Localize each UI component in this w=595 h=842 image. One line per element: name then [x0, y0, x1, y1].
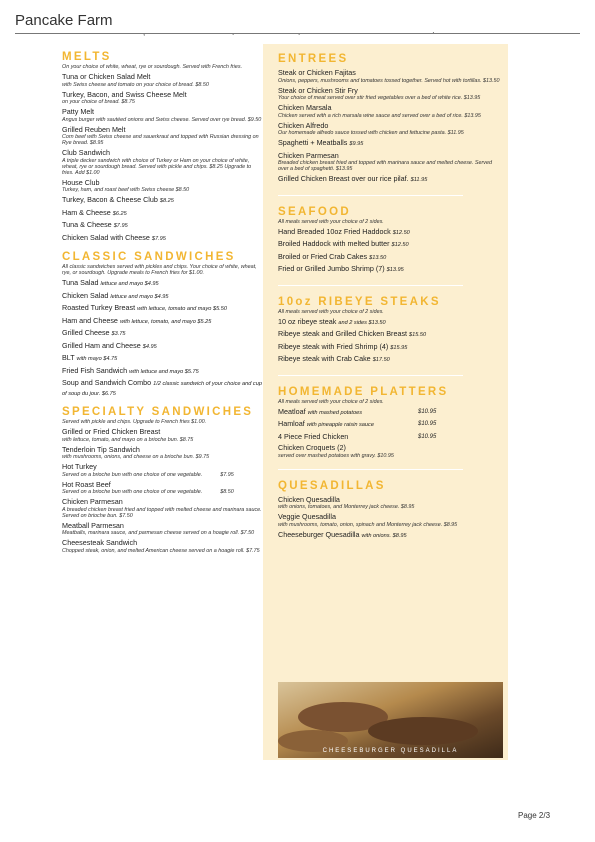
item-inline-detail: $6.25 — [112, 210, 127, 217]
item-name: Steak or Chicken Fajitas — [278, 68, 356, 77]
menu-item — [62, 379, 262, 398]
item-inline-detail: $8.25 — [159, 198, 174, 204]
item-description — [62, 530, 262, 536]
item-desc-text: Breaded chicken breast fried and topped with marinara sauce and melted cheese. Served over a bed of spaghetti. $13.95 — [278, 160, 492, 172]
menu-item-name — [62, 279, 262, 289]
menu-item-name — [278, 265, 503, 275]
section-divider — [278, 285, 463, 286]
item-name: Chicken Parmesan — [62, 497, 123, 506]
menu-item-name — [278, 87, 503, 96]
item-desc-text: Served on a brioche bun with one choice of one vegetable. — [62, 471, 203, 478]
item-inline-detail: with pineapple raisin sauce — [306, 422, 374, 428]
menu-item — [278, 152, 503, 173]
section-heading: QUESADILLAS — [278, 479, 386, 492]
menu-item-name — [62, 196, 262, 206]
photo-caption: CHEESEBURGER QUESADILLA — [322, 748, 459, 754]
menu-item — [62, 329, 262, 339]
menu-item-name — [278, 152, 503, 161]
item-name: Chicken Croquets (2) — [278, 443, 346, 452]
menu-item — [62, 539, 262, 554]
menu-item — [62, 446, 262, 461]
item-inline-detail: lettuce and mayo $4.95 — [100, 281, 159, 287]
item-description — [62, 82, 262, 88]
item-name: Turkey, Bacon & Cheese Club — [62, 195, 158, 204]
item-name: Cheeseburger Quesadilla — [278, 529, 360, 539]
item-desc-text: Chopped steak, onion, and melted American cheese served on a hoagie roll. $7.75 — [62, 547, 260, 554]
menu-item-name — [62, 234, 262, 244]
item-name: Fried Fish Sandwich — [62, 365, 128, 375]
item-inline-detail: $12.50 — [391, 242, 409, 248]
item-desc-text: on your choice of bread. $8.75 — [62, 99, 135, 105]
section-heading: 10oz RIBEYE STEAKS — [278, 295, 441, 308]
item-name: Ham & Cheese — [62, 207, 111, 217]
item-description — [278, 113, 503, 119]
item-description — [62, 472, 262, 478]
section-divider — [278, 469, 463, 470]
menu-item-name — [62, 329, 262, 339]
item-inline-detail: $15.50 — [409, 332, 427, 338]
menu-item-name — [278, 175, 503, 185]
item-inline-detail: $15.95 — [390, 344, 408, 351]
item-desc-text: Meatballs, marinara sauce, and parmesan cheese served on a hoagie roll. $7.50 — [62, 530, 255, 536]
item-name: Chicken Alfredo — [278, 120, 329, 130]
menu-item-name — [62, 522, 262, 531]
item-desc-text: Onions, peppers, mushrooms and tomatoes tossed together. Served hot with tortillas. $13.50 — [278, 77, 500, 84]
menu-item-name — [278, 531, 503, 541]
item-description — [278, 160, 503, 172]
menu-item — [62, 463, 262, 478]
item-desc-text: Turkey, ham, and roast beef with Swiss cheese $8.50 — [62, 187, 190, 193]
menu-item-name — [62, 379, 262, 398]
item-desc-text: served over mashed potatoes with gravy. $10.95 — [278, 452, 394, 459]
item-desc-text: Chicken served with a rich marsala wine sauce and served over a bed of rice. $13.95 — [278, 112, 481, 119]
item-desc-text: Your choice of meat served over stir fried vegetables over a bed of white rice. $13.95 — [278, 95, 481, 101]
item-name: Patty Melt — [62, 107, 94, 116]
menu-item-name — [62, 73, 262, 82]
item-description — [62, 437, 262, 443]
menu-item-name — [278, 420, 503, 430]
item-description — [62, 187, 262, 193]
item-name: Broiled or Fried Crab Cakes — [278, 251, 368, 261]
menu-item-name — [62, 446, 262, 455]
item-name: Hot Turkey — [62, 462, 97, 471]
menu-item — [62, 317, 262, 327]
menu-item — [278, 87, 503, 102]
menu-item-name — [62, 221, 262, 231]
item-desc-text: Corn beef with Swiss cheese and sauerkraut and topped with Russian dressing on Rye bread. $8.95 — [62, 134, 259, 146]
menu-item-name — [278, 330, 503, 340]
menu-item-name — [62, 292, 262, 302]
menu-item-name — [278, 513, 503, 522]
menu-item — [62, 73, 262, 88]
item-description — [62, 507, 262, 519]
item-inline-detail: with lettuce, tomato and mayo $5.50 — [137, 306, 227, 312]
menu-item-name — [62, 91, 262, 100]
menu-item — [62, 292, 262, 302]
item-desc-text: with lettuce, tomato, and mayo on a brioche bun. $8.75 — [62, 436, 194, 443]
section-heading: SPECIALTY SANDWICHES — [62, 406, 254, 418]
menu-item-name — [62, 317, 262, 327]
item-description — [278, 522, 503, 528]
item-name: Ribeye steak with Fried Shrimp (4) — [278, 341, 389, 351]
item-inline-detail: $4.95 — [142, 343, 157, 350]
item-name: 10 oz ribeye steak — [278, 316, 337, 326]
item-inline-detail: and 2 sides $13.50 — [338, 319, 386, 326]
menu-item-name — [62, 304, 262, 314]
item-description — [278, 95, 503, 101]
section-subtitle: On your choice of white, wheat, rye or sourdough. Served with French fries. — [62, 64, 243, 70]
item-inline-detail: lettuce and mayo $4.95 — [110, 293, 169, 300]
item-inline-detail: $7.95 — [113, 223, 128, 229]
page-header — [0, 0, 595, 40]
quesadilla-photo — [278, 682, 503, 758]
menu-item — [62, 209, 262, 219]
menu-item-name — [62, 108, 262, 117]
section-heading: SEAFOOD — [278, 205, 351, 218]
item-description — [62, 158, 262, 176]
menu-item — [62, 221, 262, 231]
menu-item — [278, 228, 503, 238]
menu-item — [62, 304, 262, 314]
item-inline-detail: with onions. $8.95 — [361, 532, 407, 539]
menu-item — [278, 433, 503, 442]
item-name: House Club — [62, 177, 100, 187]
menu-item-name — [62, 498, 262, 507]
menu-item — [278, 513, 503, 528]
item-inline-detail: $11.95 — [410, 177, 428, 183]
menu-item-name — [62, 209, 262, 219]
item-name: Roasted Turkey Breast — [62, 303, 136, 312]
item-name: Spaghetti + Meatballs — [278, 138, 348, 147]
menu-item-name — [278, 69, 503, 78]
menu-item — [278, 122, 503, 137]
menu-item-name — [278, 139, 503, 149]
menu-item-name — [62, 428, 262, 437]
menu-item — [62, 354, 262, 364]
menu-item — [278, 175, 503, 185]
item-name: Veggie Quesadilla — [278, 512, 336, 521]
item-inline-detail: $17.50 — [372, 357, 390, 363]
menu-item-name — [62, 481, 262, 490]
item-name: Tuna Salad — [62, 278, 99, 287]
menu-item — [62, 279, 262, 289]
item-name: Chicken Parmesan — [278, 150, 339, 160]
menu-item-name — [62, 463, 262, 472]
menu-item — [278, 139, 503, 149]
item-name: Chicken Marsala — [278, 103, 332, 112]
item-name: Grilled Ham and Cheese — [62, 340, 141, 350]
item-name: Meatball Parmesan — [62, 520, 124, 530]
item-name: Turkey, Bacon, and Swiss Cheese Melt — [62, 89, 187, 99]
page-title: Pancake Farm — [15, 12, 113, 29]
menu-item — [62, 91, 262, 106]
item-inline-detail: $13.95 — [386, 267, 404, 273]
item-name: Tuna or Chicken Salad Melt — [62, 72, 151, 81]
menu-item — [278, 69, 503, 84]
item-description — [62, 548, 262, 554]
item-name: Chicken Quesadilla — [278, 494, 340, 504]
item-description — [278, 78, 503, 84]
item-inline-detail: $3.75 — [111, 331, 126, 337]
item-name: Chicken Salad — [62, 290, 109, 300]
item-inline-detail: with mayo $4.75 — [76, 356, 118, 362]
section-heading: ENTREES — [278, 53, 349, 65]
menu-item-name — [278, 496, 503, 505]
menu-item-name — [278, 318, 503, 328]
menu-item — [62, 498, 262, 519]
item-name: Hamloaf — [278, 419, 305, 428]
item-name: BLT — [62, 353, 75, 362]
item-name: Chicken Salad with Cheese — [62, 232, 150, 242]
menu-item — [62, 342, 262, 352]
menu-item — [278, 531, 503, 541]
item-description — [62, 454, 262, 460]
menu-item-name — [278, 104, 503, 113]
item-name: Tuna & Cheese — [62, 220, 112, 229]
menu-item-name — [278, 355, 503, 365]
item-name: Grilled Reuben Melt — [62, 124, 126, 134]
item-inline-detail: with lettuce, tomato, and mayo $5.25 — [119, 318, 212, 325]
menu-item — [278, 343, 503, 353]
item-description — [62, 134, 262, 146]
item-inline-detail: $13.50 — [369, 254, 387, 261]
item-inline-detail: 1/2 classic sandwich of your choice and cup of soup du jour. $6.75 — [62, 381, 262, 397]
menu-item-name — [278, 240, 503, 250]
item-desc-text: Served on a brioche bun with one choice of one vegetable. — [62, 489, 203, 495]
left-menu-column — [62, 51, 262, 554]
menu-item-name — [62, 179, 262, 188]
item-name: Grilled Cheese — [62, 328, 110, 337]
item-description — [278, 453, 503, 459]
section-gap — [62, 398, 262, 406]
menu-item — [62, 234, 262, 244]
item-desc-text: with mushrooms, tomato, onion, spinach and Monterrey jack cheese. $8.95 — [278, 521, 458, 528]
menu-item — [278, 330, 503, 340]
item-name: Ribeye steak with Crab Cake — [278, 354, 371, 363]
item-name: Grilled or Fried Chicken Breast — [62, 427, 161, 436]
section-subtitle: All meals served with your choice of 2 sides. — [278, 308, 384, 315]
section-subtitle: Served with pickle and chips. Upgrade to French fries $1.00. — [62, 419, 207, 425]
right-menu-column — [278, 51, 503, 540]
item-inline-detail: $7.95 — [151, 235, 166, 242]
menu-item-name — [278, 253, 503, 263]
section-divider — [278, 195, 463, 196]
menu-item — [62, 428, 262, 443]
menu-item — [62, 108, 262, 123]
header-rule — [15, 33, 580, 34]
section-subtitle: All meals served with your choice of 2 sides. — [278, 218, 384, 225]
item-desc-text: Our homemade alfredo sauce tossed with chicken and fettucine pasta. $11.95 — [278, 130, 464, 136]
item-name: Soup and Sandwich Combo — [62, 378, 152, 387]
item-name: Ribeye steak and Grilled Chicken Breast — [278, 329, 408, 338]
item-inline-detail: with lettuce and mayo $5.75 — [129, 368, 199, 375]
item-price: $10.95 — [418, 421, 437, 427]
menu-item — [62, 179, 262, 194]
item-inline-detail: $12.50 — [392, 229, 410, 236]
item-name: Meatloaf — [278, 406, 306, 416]
item-desc-text: with Swiss cheese and tomato on your choice of bread. $8.50 — [62, 81, 209, 88]
section-heading: HOMEMADE PLATTERS — [278, 385, 449, 398]
menu-item-name — [278, 408, 503, 418]
menu-item-name — [278, 228, 503, 238]
item-name: Fried or Grilled Jumbo Shrimp (7) — [278, 264, 385, 273]
menu-item — [278, 355, 503, 365]
menu-item-name — [278, 343, 503, 353]
item-name: Hand Breaded 10oz Fried Haddock — [278, 226, 391, 236]
item-inline-detail: $9.95 — [349, 141, 364, 147]
menu-item — [278, 104, 503, 119]
menu-item — [62, 149, 262, 176]
section-subtitle: All classic sandwiches served with pickles and chips. Your choice of white, wheat, rye, or sourdough. Upgrade meals to French fries for $1.00. — [62, 264, 257, 276]
menu-item-name — [62, 149, 262, 158]
item-desc-text: A breaded chicken breast fried and topped with melted cheese and marinara sauce. Served on brioche bun. $7.50 — [62, 506, 262, 519]
item-price: $8.50 — [220, 489, 234, 495]
item-name: Grilled Chicken Breast over our rice pilaf. — [278, 174, 409, 183]
menu-item — [278, 253, 503, 263]
menu-item-name — [62, 342, 262, 352]
section-subtitle: All meals served with your choice of 2 sides. — [278, 398, 384, 405]
menu-item — [278, 318, 503, 328]
menu-item — [62, 522, 262, 537]
item-description — [278, 130, 503, 136]
menu-item — [278, 240, 503, 250]
item-inline-detail: with mashed potatoes — [307, 409, 362, 416]
menu-item-name — [62, 126, 262, 135]
item-desc-text: with onions, tomatoes, and Monterrey jack cheese. $8.95 — [278, 504, 415, 510]
section-heading: MELTS — [62, 51, 112, 63]
item-name: Tenderloin Tip Sandwich — [62, 444, 140, 454]
item-name: Hot Roast Beef — [62, 479, 111, 489]
menu-item — [278, 444, 503, 459]
item-desc-text: with mushrooms, onions, and cheese on a brioche bun. $9.75 — [62, 454, 210, 460]
item-description — [62, 117, 262, 123]
section-heading: CLASSIC SANDWICHES — [62, 251, 236, 263]
item-desc-text: Angus burger with sautéed onions and Swiss cheese. Served over rye bread. $9.50 — [62, 116, 262, 123]
item-price: $10.95 — [418, 408, 437, 415]
menu-item — [278, 265, 503, 275]
item-name: Broiled Haddock with melted butter — [278, 239, 390, 248]
menu-item — [278, 420, 503, 430]
menu-item-name — [278, 444, 503, 453]
item-price: $10.95 — [418, 433, 437, 440]
menu-item-name — [278, 433, 503, 442]
menu-item-name — [62, 354, 262, 364]
menu-item — [62, 126, 262, 147]
item-name: Steak or Chicken Stir Fry — [278, 85, 358, 95]
page-number: Page 2/3 — [518, 811, 551, 820]
item-description — [278, 504, 503, 510]
menu-item — [278, 408, 503, 418]
menu-item — [278, 496, 503, 511]
item-price: $7.95 — [220, 471, 234, 478]
item-description — [62, 99, 262, 105]
menu-item-name — [62, 367, 262, 377]
menu-item-name — [278, 122, 503, 131]
section-divider — [278, 375, 463, 376]
item-description — [62, 489, 262, 495]
menu-item — [62, 367, 262, 377]
menu-item — [62, 196, 262, 206]
item-name: Club Sandwich — [62, 148, 110, 157]
menu-item-name — [62, 539, 262, 548]
menu-item — [62, 481, 262, 496]
item-name: Cheesesteak Sandwich — [62, 538, 138, 547]
item-name: 4 Piece Fried Chicken — [278, 431, 349, 441]
item-name: Ham and Cheese — [62, 315, 118, 325]
item-desc-text: A triple decker sandwich with choice of Turkey or Ham on your choice of white, wheat, rye or sourdough bread. Served with pickle and chips. $8.25 Upgrade to fries. Add $1.00 — [62, 157, 252, 176]
section-gap — [62, 243, 262, 251]
